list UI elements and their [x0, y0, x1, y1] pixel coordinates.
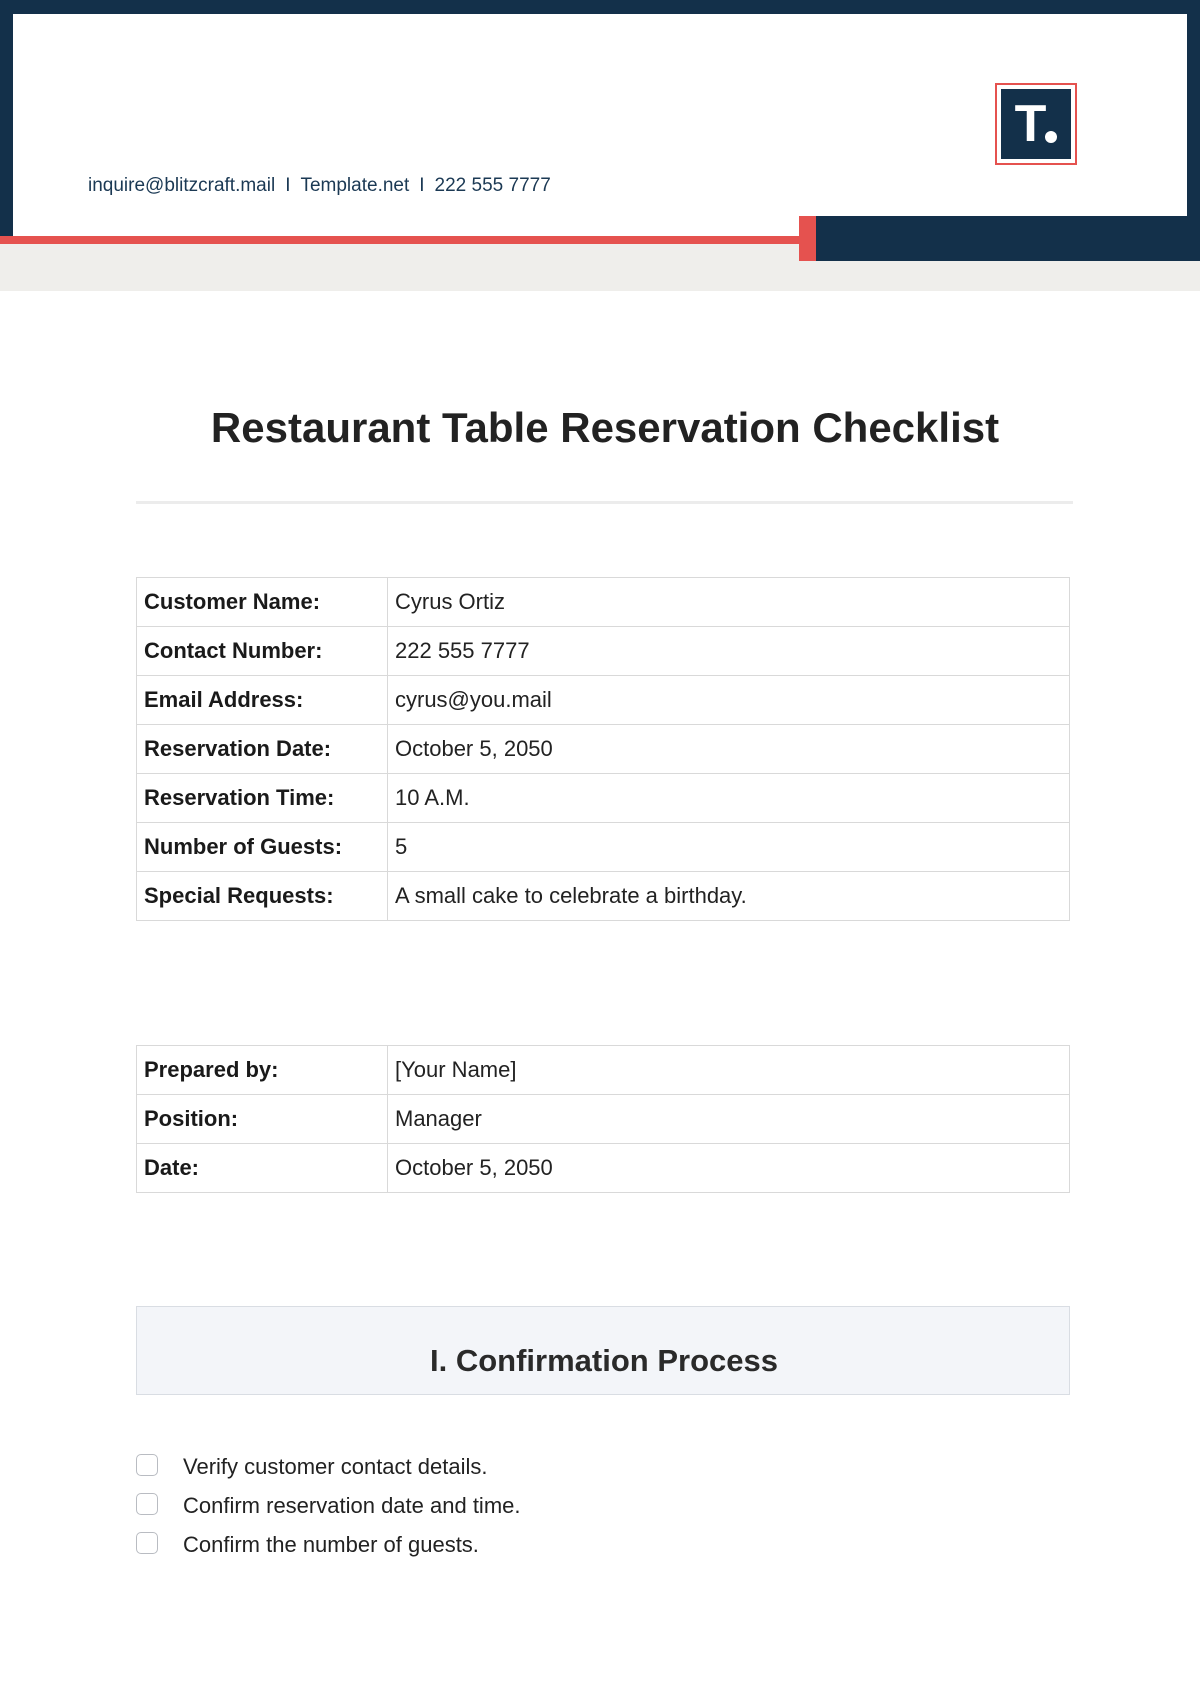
field-value: Cyrus Ortiz: [388, 578, 1070, 627]
customer-details-table: [136, 577, 1070, 921]
field-value: 10 A.M.: [388, 774, 1070, 823]
table-row: [137, 872, 1070, 921]
field-value: October 5, 2050: [388, 1144, 1070, 1193]
checkbox[interactable]: [136, 1493, 158, 1515]
field-label: Contact Number:: [137, 627, 388, 676]
field-value: cyrus@you.mail: [388, 676, 1070, 725]
field-label: Reservation Date:: [137, 725, 388, 774]
table-row: [137, 774, 1070, 823]
checklist-item-label: Confirm the number of guests.: [183, 1532, 479, 1557]
field-value: 5: [388, 823, 1070, 872]
field-value: [Your Name]: [388, 1046, 1070, 1095]
contact-website: Template.net: [300, 175, 410, 196]
field-label: Position:: [137, 1095, 388, 1144]
field-label: Customer Name:: [137, 578, 388, 627]
field-label: Prepared by:: [137, 1046, 388, 1095]
table-row: [137, 676, 1070, 725]
header-accent-line: [0, 236, 816, 244]
table-row: [137, 1144, 1070, 1193]
table-row: [137, 725, 1070, 774]
field-label: Reservation Time:: [137, 774, 388, 823]
prepared-by-table: [136, 1045, 1070, 1193]
table-row: [137, 823, 1070, 872]
company-logo: [995, 83, 1077, 165]
contact-separator: I: [419, 175, 425, 196]
field-label: Special Requests:: [137, 872, 388, 921]
header-accent-block: [799, 216, 816, 261]
checklist-item-label: Verify customer contact details.: [183, 1454, 488, 1479]
table-row: [137, 1095, 1070, 1144]
field-value: Manager: [388, 1095, 1070, 1144]
title-divider: [136, 501, 1073, 504]
field-label: Email Address:: [137, 676, 388, 725]
field-value: A small cake to celebrate a birthday.: [388, 872, 1070, 921]
logo-letter: T: [1014, 95, 1045, 153]
contact-phone: 222 555 7777: [434, 175, 551, 196]
header-corner-block: [816, 216, 1200, 261]
table-row: [137, 1046, 1070, 1095]
field-label: Number of Guests:: [137, 823, 388, 872]
contact-email: inquire@blitzcraft.mail: [88, 175, 276, 196]
table-row: [137, 627, 1070, 676]
field-value: 222 555 7777: [388, 627, 1070, 676]
contact-separator: I: [285, 175, 291, 196]
checkbox[interactable]: [136, 1454, 158, 1476]
logo-dot-icon: [1045, 131, 1057, 143]
field-label: Date:: [137, 1144, 388, 1193]
table-row: [137, 578, 1070, 627]
page-title: Restaurant Table Reservation Checklist: [210, 404, 1000, 451]
checklist-item-label: Confirm reservation date and time.: [183, 1493, 521, 1518]
section-title: I. Confirmation Process: [430, 1343, 778, 1378]
section-header: [136, 1306, 1070, 1395]
field-value: October 5, 2050: [388, 725, 1070, 774]
logo-mark: [1001, 89, 1071, 159]
checkbox[interactable]: [136, 1532, 158, 1554]
contact-line: [88, 172, 551, 200]
